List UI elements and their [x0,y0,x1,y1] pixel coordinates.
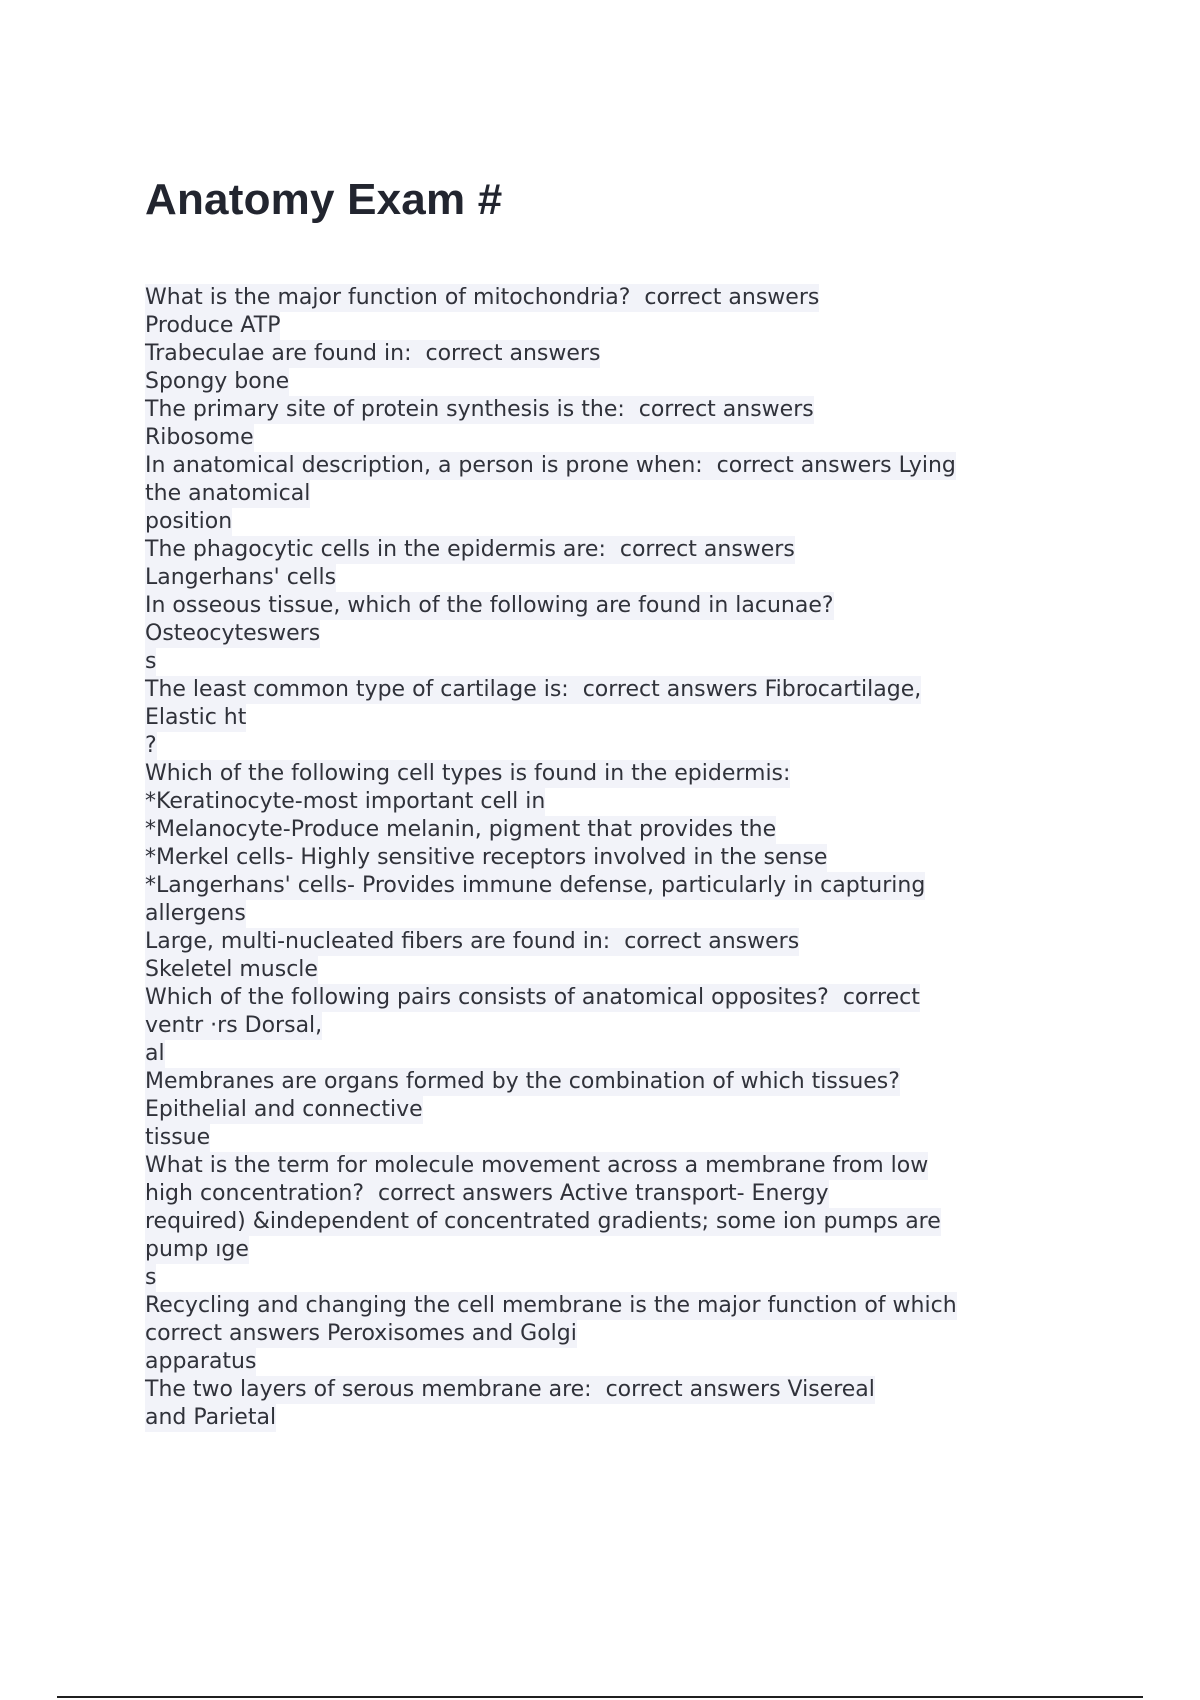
text-line-content: The least common type of cartilage is: correct answers Fibrocartilage, [145,677,922,702]
text-line [145,1292,1085,1320]
text-line [145,732,1085,760]
document-body [145,284,1085,1432]
text-line-content: s [145,1265,157,1290]
text-line-content: Large, multi-nucleated fibers are found in: correct answers [145,929,800,954]
text-line-content: and Parietal [145,1405,277,1430]
page-title: Anatomy Exam # [145,175,503,224]
text-line [145,984,1085,1012]
text-line [145,1124,1085,1152]
text-line [145,592,1085,620]
text-line-content: The phagocytic cells in the epidermis are: correct answers [145,537,795,562]
text-line [145,928,1085,956]
text-line-content: Which of the following cell types is found in the epidermis: [145,761,791,786]
text-line [145,1208,1085,1236]
text-line [145,564,1085,592]
text-line-content: In osseous tissue, which of the following are found in lacunae? [145,593,834,618]
text-line-content: Spongy bone [145,369,290,394]
text-line [145,284,1085,312]
footer-divider [57,1696,1143,1698]
text-line-content: high concentration? correct answers Active transport- Energy [145,1181,829,1206]
text-line-content: What is the term for molecule movement across a membrane from low [145,1153,929,1178]
text-line [145,676,1085,704]
text-line-content: *Keratinocyte-most important cell in [145,789,546,814]
text-line [145,396,1085,424]
text-line-content: Membranes are organs formed by the combination of which tissues? [145,1069,900,1094]
text-line [145,956,1085,984]
text-line [145,508,1085,536]
text-line [145,424,1085,452]
text-line-content: In anatomical description, a person is prone when: correct answers Lying [145,453,956,478]
text-line-content: Ribosome [145,425,254,450]
text-line-content: the anatomical [145,481,311,506]
text-line [145,900,1085,928]
text-line-content: The primary site of protein synthesis is the: correct answers [145,397,814,422]
text-line-content: required) &independent of concentrated gradients; some ion pumps are [145,1209,941,1234]
text-line [145,452,1085,480]
text-line [145,872,1085,900]
text-line-content: *Merkel cells- Highly sensitive receptors involved in the sense [145,845,828,870]
text-line-content: Skeletel muscle [145,957,318,982]
text-line-content: *Melanocyte-Produce melanin, pigment that provides the [145,817,777,842]
text-line [145,648,1085,676]
text-line [145,1264,1085,1292]
text-line [145,1040,1085,1068]
text-line [145,1152,1085,1180]
text-line-content: Langerhans' cells [145,565,337,590]
text-line-content: pump ıge [145,1237,249,1262]
text-line [145,368,1085,396]
text-line-content: Trabeculae are found in: correct answers [145,341,601,366]
text-line-content: tissue [145,1125,211,1150]
text-line [145,1096,1085,1124]
text-line [145,1404,1085,1432]
text-line-content: ventr ·rs Dorsal, [145,1013,323,1038]
text-line-content: Elastic ht [145,705,247,730]
text-line-content: s [145,649,157,674]
text-line-content: ? [145,733,157,758]
text-line-content: The two layers of serous membrane are: correct answers Visereal [145,1377,875,1402]
text-line [145,1236,1085,1264]
text-line [145,816,1085,844]
text-line [145,1348,1085,1376]
text-line [145,1320,1085,1348]
text-line [145,788,1085,816]
text-line-content: Recycling and changing the cell membrane is the major function of which [145,1293,957,1318]
text-line [145,1068,1085,1096]
text-line [145,704,1085,732]
text-line [145,480,1085,508]
text-line [145,1180,1085,1208]
text-line-content: Epithelial and connective [145,1097,423,1122]
text-line [145,1012,1085,1040]
text-line [145,312,1085,340]
text-line-content: What is the major function of mitochondria? correct answers [145,285,820,310]
text-line [145,844,1085,872]
text-line-content: apparatus [145,1349,257,1374]
text-line [145,1376,1085,1404]
text-line-content: position [145,509,233,534]
text-line-content: correct answers Peroxisomes and Golgi [145,1321,577,1346]
text-line-content: *Langerhans' cells- Provides immune defense, particularly in capturing [145,873,926,898]
text-line-content: Osteocyteswers [145,621,321,646]
text-line [145,536,1085,564]
text-line [145,620,1085,648]
text-line-content: Produce ATP [145,313,281,338]
text-line-content: allergens [145,901,246,926]
text-line-content: Which of the following pairs consists of anatomical opposites? correct [145,985,920,1010]
text-line-content: al [145,1041,165,1066]
text-line [145,340,1085,368]
text-line [145,760,1085,788]
